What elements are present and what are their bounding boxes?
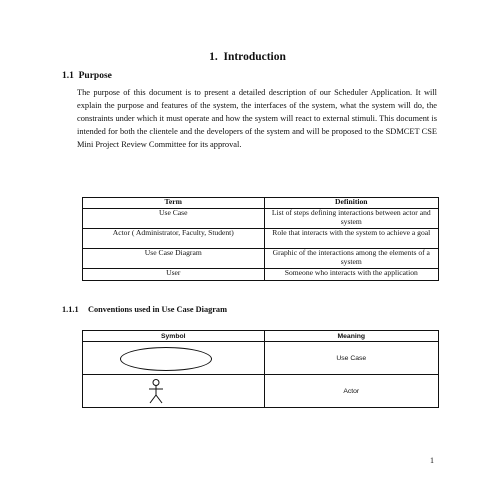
column-header-term: Term [83,198,265,209]
subsubsection-title: Conventions used in Use Case Diagram [88,305,227,314]
ellipse-icon [120,347,212,371]
symbol-cell [83,342,265,375]
column-header-meaning: Meaning [264,331,438,342]
term-cell: Actor ( Administrator, Faculty, Student) [83,229,265,249]
purpose-paragraph: The purpose of this document is to present a detailed description of our Scheduler Application. It will explain the purpose and features of the system, the interfaces of the system, what the system will do, the constraints under which it must operate and how the system will react to external stimuli. This document is intended for both the clientele and the developers of the system and will be proposed to the SDMCET CSE Mini Project Review Committee for its approval. [77,88,437,149]
term-cell: User [83,269,265,281]
terms-table [82,197,439,281]
conventions-table [82,330,439,408]
term-cell: Use Case Diagram [83,249,265,269]
symbol-cell [83,375,265,408]
definition-cell: List of steps defining interactions between actor and system [264,209,438,229]
meaning-cell: Actor [264,375,438,408]
column-header-definition: Definition [264,198,438,209]
definition-cell: Someone who interacts with the application [264,269,438,281]
table-header-row [83,331,439,342]
table-row [83,269,439,281]
table-header-row [83,198,439,209]
section-heading-introduction: 1. Introduction [209,51,286,63]
subsubsection-number: 1.1.1 [62,305,79,314]
definition-cell: Graphic of the interactions among the elements of a system [264,249,438,269]
table-row [83,342,439,375]
meaning-cell: Use Case [264,342,438,375]
term-cell: Use Case [83,209,265,229]
table-row [83,249,439,269]
table-row [83,375,439,408]
stick-figure-icon [148,379,164,405]
definition-cell: Role that interacts with the system to achieve a goal [264,229,438,249]
table-row [83,229,439,249]
subsection-heading-purpose: 1.1 Purpose [62,71,112,81]
page-number: 1 [430,456,434,465]
table-row [83,209,439,229]
column-header-symbol: Symbol [83,331,265,342]
subsubsection-heading-conventions [62,305,227,314]
